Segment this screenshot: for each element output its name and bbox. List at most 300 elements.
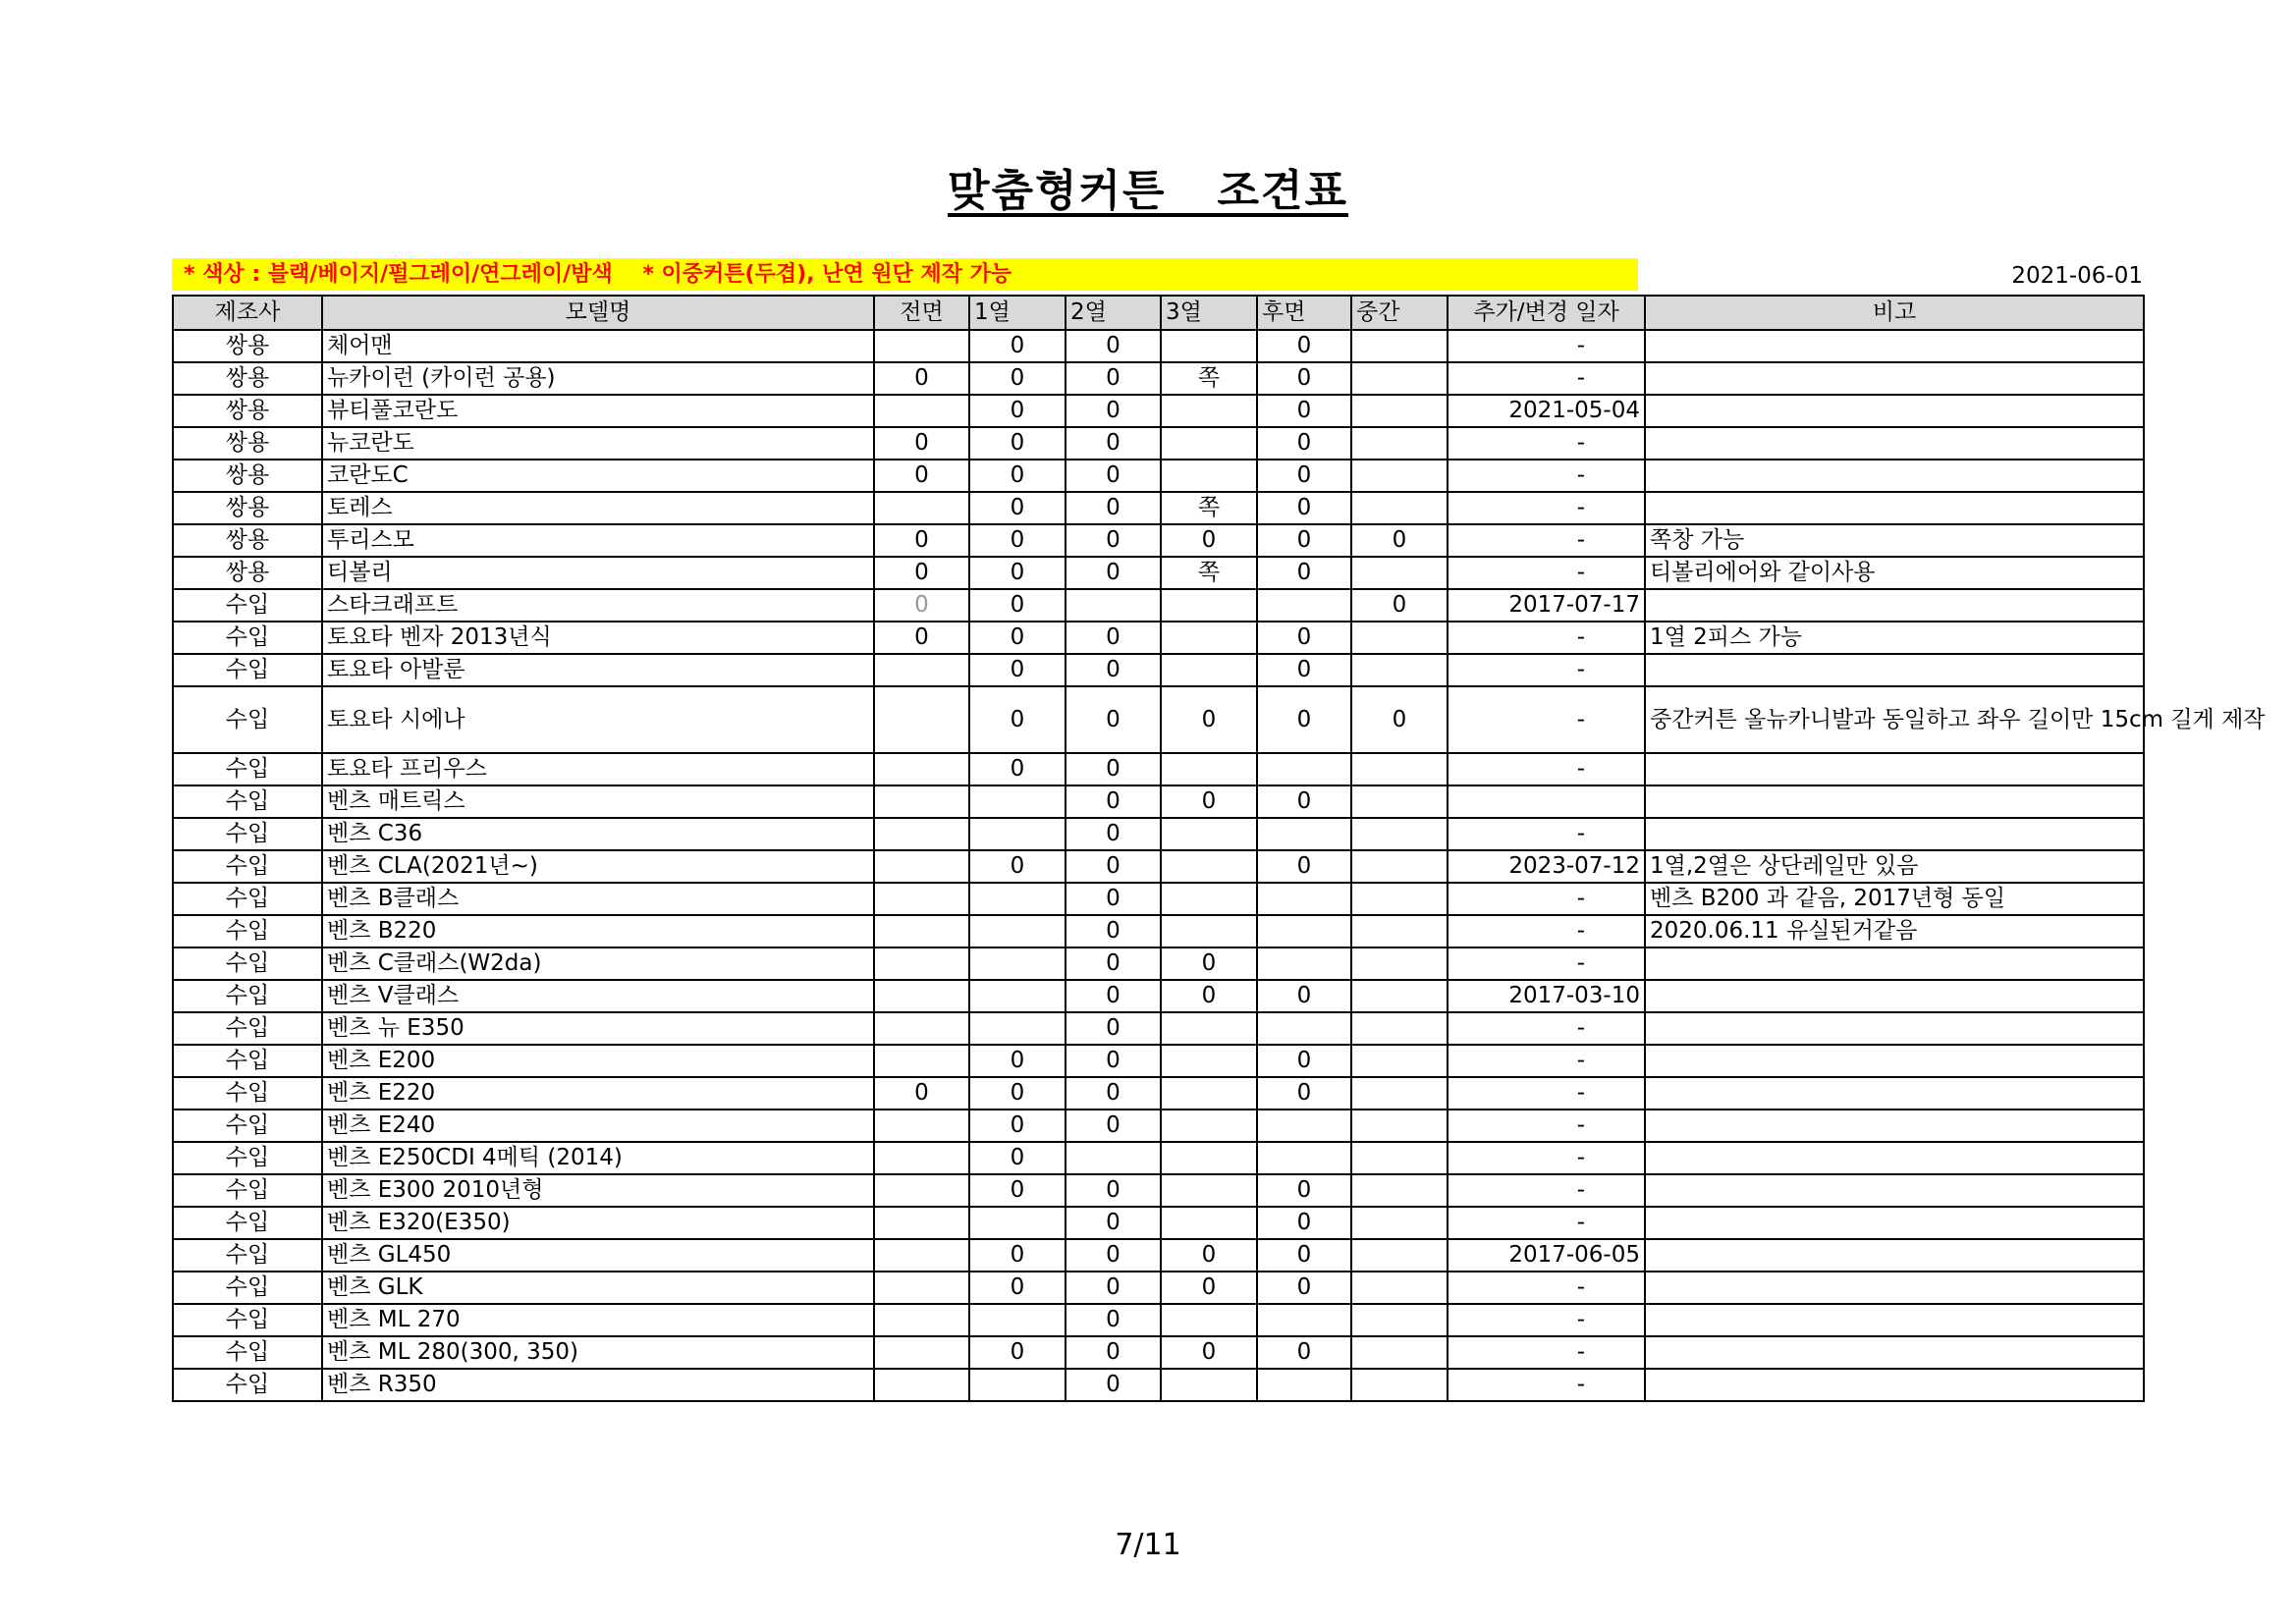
column-header-row3: 3열 (1161, 296, 1257, 330)
cell-rear (1257, 753, 1351, 785)
cell-note (1645, 818, 2144, 850)
cell-row1: 0 (969, 330, 1066, 362)
cell-note (1645, 980, 2144, 1012)
cell-row2: 0 (1066, 1012, 1161, 1045)
cell-maker: 쌍용 (173, 362, 322, 395)
cell-middle (1351, 1142, 1448, 1174)
table-row (173, 1336, 2144, 1369)
cell-middle (1351, 1304, 1448, 1336)
cell-note (1645, 589, 2144, 622)
cell-row1 (969, 980, 1066, 1012)
cell-model: 코란도C (322, 460, 874, 492)
cell-rear (1257, 818, 1351, 850)
cell-date: - (1448, 557, 1645, 589)
cell-model: 뉴코란도 (322, 427, 874, 460)
cell-model: 벤츠 E320(E350) (322, 1207, 874, 1239)
cell-front (874, 785, 969, 818)
cell-rear: 0 (1257, 980, 1351, 1012)
cell-note (1645, 395, 2144, 427)
cell-rear: 0 (1257, 1207, 1351, 1239)
column-header-row1: 1열 (969, 296, 1066, 330)
cell-maker: 수입 (173, 850, 322, 883)
cell-rear: 0 (1257, 395, 1351, 427)
document-date: 2021-06-01 (2011, 263, 2143, 289)
table-row (173, 753, 2144, 785)
cell-row2: 0 (1066, 330, 1161, 362)
cell-model: 벤츠 ML 270 (322, 1304, 874, 1336)
cell-note (1645, 1207, 2144, 1239)
column-header-maker: 제조사 (173, 296, 322, 330)
table-row (173, 557, 2144, 589)
cell-note: 벤츠 B200 과 같음, 2017년형 동일 (1645, 883, 2144, 915)
column-header-row2: 2열 (1066, 296, 1161, 330)
cell-rear: 0 (1257, 427, 1351, 460)
cell-note (1645, 1304, 2144, 1336)
cell-middle (1351, 947, 1448, 980)
cell-rear: 0 (1257, 850, 1351, 883)
column-header-rear: 후면 (1257, 296, 1351, 330)
cell-row1: 0 (969, 850, 1066, 883)
cell-row3 (1161, 1110, 1257, 1142)
cell-note (1645, 1174, 2144, 1207)
cell-front (874, 1304, 969, 1336)
table-row (173, 980, 2144, 1012)
cell-middle (1351, 557, 1448, 589)
cell-date (1448, 785, 1645, 818)
cell-row1: 0 (969, 427, 1066, 460)
cell-date: - (1448, 330, 1645, 362)
cell-maker: 수입 (173, 785, 322, 818)
cell-front (874, 915, 969, 947)
cell-date: 2017-03-10 (1448, 980, 1645, 1012)
cell-note: 1열,2열은 상단레일만 있음 (1645, 850, 2144, 883)
cell-rear: 0 (1257, 557, 1351, 589)
cell-row1 (969, 1207, 1066, 1239)
cell-middle (1351, 460, 1448, 492)
cell-date: - (1448, 1110, 1645, 1142)
cell-row2 (1066, 1142, 1161, 1174)
table-row (173, 850, 2144, 883)
cell-maker: 수입 (173, 947, 322, 980)
cell-front: 0 (874, 1077, 969, 1110)
column-header-middle: 중간 (1351, 296, 1448, 330)
cell-rear: 0 (1257, 1336, 1351, 1369)
cell-rear: 0 (1257, 1239, 1351, 1272)
cell-rear (1257, 1369, 1351, 1401)
cell-row2: 0 (1066, 1336, 1161, 1369)
cell-model: 벤츠 E200 (322, 1045, 874, 1077)
cell-row1: 0 (969, 1142, 1066, 1174)
cell-date: - (1448, 524, 1645, 557)
cell-row2: 0 (1066, 883, 1161, 915)
cell-row1: 0 (969, 622, 1066, 654)
cell-row3 (1161, 1174, 1257, 1207)
cell-model: 벤츠 C클래스(W2da) (322, 947, 874, 980)
cell-model: 스타크래프트 (322, 589, 874, 622)
cell-note (1645, 427, 2144, 460)
cell-maker: 수입 (173, 1207, 322, 1239)
table-row (173, 785, 2144, 818)
cell-rear: 0 (1257, 654, 1351, 686)
cell-row2: 0 (1066, 1045, 1161, 1077)
cell-rear (1257, 947, 1351, 980)
cell-row2: 0 (1066, 1207, 1161, 1239)
cell-row3: 0 (1161, 1336, 1257, 1369)
cell-rear: 0 (1257, 330, 1351, 362)
cell-maker: 수입 (173, 883, 322, 915)
cell-note: 1열 2피스 가능 (1645, 622, 2144, 654)
cell-front (874, 686, 969, 753)
cell-maker: 수입 (173, 1174, 322, 1207)
cell-middle (1351, 654, 1448, 686)
table-body (173, 330, 2266, 1401)
cell-model: 토레스 (322, 492, 874, 524)
cell-middle: 0 (1351, 524, 1448, 557)
cell-rear: 0 (1257, 622, 1351, 654)
cell-note: 중간커튼 올뉴카니발과 동일하고 좌우 길이만 15cm 길게 제작 (1645, 686, 2144, 753)
cell-row1: 0 (969, 654, 1066, 686)
cell-middle: 0 (1351, 589, 1448, 622)
cell-row3 (1161, 883, 1257, 915)
cell-note (1645, 460, 2144, 492)
cell-row2: 0 (1066, 654, 1161, 686)
cell-note (1645, 947, 2144, 980)
cell-front (874, 1369, 969, 1401)
cell-row2: 0 (1066, 362, 1161, 395)
cell-row3 (1161, 753, 1257, 785)
table-row (173, 915, 2144, 947)
table-row (173, 1272, 2144, 1304)
cell-row3: 쪽 (1161, 557, 1257, 589)
cell-note (1645, 330, 2144, 362)
cell-middle (1351, 1336, 1448, 1369)
cell-row3: 0 (1161, 1272, 1257, 1304)
cell-row3: 0 (1161, 686, 1257, 753)
cell-row2: 0 (1066, 753, 1161, 785)
cell-middle (1351, 1239, 1448, 1272)
cell-date: 2021-05-04 (1448, 395, 1645, 427)
cell-date: - (1448, 1304, 1645, 1336)
cell-middle: 0 (1351, 686, 1448, 753)
cell-front (874, 1239, 969, 1272)
cell-row1: 0 (969, 1045, 1066, 1077)
cell-row3 (1161, 850, 1257, 883)
cell-row1: 0 (969, 1174, 1066, 1207)
cell-row1: 0 (969, 1336, 1066, 1369)
cell-row3 (1161, 818, 1257, 850)
cell-row1 (969, 883, 1066, 915)
cell-maker: 수입 (173, 654, 322, 686)
cell-middle (1351, 492, 1448, 524)
cell-model: 뉴카이런 (카이런 공용) (322, 362, 874, 395)
cell-maker: 수입 (173, 622, 322, 654)
cell-note (1645, 1077, 2144, 1110)
table-row (173, 622, 2144, 654)
cell-front (874, 1272, 969, 1304)
cell-model: 벤츠 ML 280(300, 350) (322, 1336, 874, 1369)
cell-model: 티볼리 (322, 557, 874, 589)
cell-note (1645, 1336, 2144, 1369)
cell-maker: 수입 (173, 1142, 322, 1174)
table-row (173, 883, 2144, 915)
cell-front: 0 (874, 557, 969, 589)
cell-maker: 수입 (173, 1110, 322, 1142)
cell-row2: 0 (1066, 915, 1161, 947)
cell-note (1645, 654, 2144, 686)
cell-model: 벤츠 E240 (322, 1110, 874, 1142)
cell-front (874, 1207, 969, 1239)
cell-rear (1257, 883, 1351, 915)
cell-date: - (1448, 1045, 1645, 1077)
cell-middle (1351, 915, 1448, 947)
cell-model: 벤츠 E300 2010년형 (322, 1174, 874, 1207)
cell-middle (1351, 362, 1448, 395)
cell-middle (1351, 818, 1448, 850)
cell-row2: 0 (1066, 1077, 1161, 1110)
cell-model: 벤츠 GL450 (322, 1239, 874, 1272)
cell-date: - (1448, 818, 1645, 850)
cell-rear: 0 (1257, 1077, 1351, 1110)
cell-date: 2017-06-05 (1448, 1239, 1645, 1272)
page-number: 7/11 (1115, 1528, 1181, 1562)
cell-note (1645, 362, 2144, 395)
cell-row3 (1161, 330, 1257, 362)
cell-front (874, 850, 969, 883)
cell-model: 벤츠 GLK (322, 1272, 874, 1304)
cell-row3 (1161, 427, 1257, 460)
cell-row2: 0 (1066, 395, 1161, 427)
cell-model: 체어맨 (322, 330, 874, 362)
cell-maker: 수입 (173, 753, 322, 785)
cell-note (1645, 1110, 2144, 1142)
cell-date: - (1448, 427, 1645, 460)
cell-middle (1351, 1012, 1448, 1045)
cell-row2: 0 (1066, 850, 1161, 883)
cell-row2: 0 (1066, 557, 1161, 589)
cell-date: - (1448, 362, 1645, 395)
cell-row2: 0 (1066, 622, 1161, 654)
cell-date: - (1448, 492, 1645, 524)
cell-row3 (1161, 915, 1257, 947)
cell-row3 (1161, 1369, 1257, 1401)
cell-front: 0 (874, 622, 969, 654)
cell-middle (1351, 1272, 1448, 1304)
cell-model: 토요타 벤자 2013년식 (322, 622, 874, 654)
table-header-row (173, 296, 2144, 330)
cell-row1 (969, 1012, 1066, 1045)
cell-middle (1351, 1077, 1448, 1110)
cell-row3: 0 (1161, 947, 1257, 980)
cell-rear (1257, 1142, 1351, 1174)
cell-date: 2017-07-17 (1448, 589, 1645, 622)
cell-row2: 0 (1066, 427, 1161, 460)
cell-front (874, 654, 969, 686)
cell-maker: 쌍용 (173, 557, 322, 589)
cell-model: 벤츠 R350 (322, 1369, 874, 1401)
cell-middle (1351, 1174, 1448, 1207)
cell-row1 (969, 818, 1066, 850)
cell-date: - (1448, 883, 1645, 915)
cell-row3 (1161, 1142, 1257, 1174)
cell-rear: 0 (1257, 1174, 1351, 1207)
table-row (173, 1174, 2144, 1207)
cell-row1: 0 (969, 686, 1066, 753)
cell-middle (1351, 883, 1448, 915)
table-row (173, 395, 2144, 427)
cell-middle (1351, 427, 1448, 460)
cell-middle (1351, 980, 1448, 1012)
cell-row2: 0 (1066, 1272, 1161, 1304)
cell-front: 0 (874, 524, 969, 557)
cell-note (1645, 785, 2144, 818)
cell-middle (1351, 785, 1448, 818)
cell-date: - (1448, 753, 1645, 785)
cell-date: - (1448, 1174, 1645, 1207)
cell-date: - (1448, 915, 1645, 947)
cell-row1: 0 (969, 395, 1066, 427)
cell-model: 토요타 아발룬 (322, 654, 874, 686)
table-row (173, 947, 2144, 980)
cell-model: 벤츠 뉴 E350 (322, 1012, 874, 1045)
cell-maker: 수입 (173, 915, 322, 947)
cell-maker: 수입 (173, 1369, 322, 1401)
column-header-note: 비고 (1645, 296, 2144, 330)
cell-date: - (1448, 654, 1645, 686)
cell-middle (1351, 850, 1448, 883)
cell-note (1645, 1142, 2144, 1174)
cell-row2: 0 (1066, 818, 1161, 850)
cell-date: - (1448, 1336, 1645, 1369)
cell-middle (1351, 1369, 1448, 1401)
cell-front (874, 818, 969, 850)
cell-rear: 0 (1257, 1272, 1351, 1304)
cell-rear (1257, 1110, 1351, 1142)
page-title: 맞춤형커튼 조견표 (948, 166, 1348, 216)
cell-row3: 쪽 (1161, 362, 1257, 395)
cell-maker: 쌍용 (173, 395, 322, 427)
cell-row2: 0 (1066, 492, 1161, 524)
cell-maker: 수입 (173, 686, 322, 753)
cell-model: 토요타 시에나 (322, 686, 874, 753)
cell-maker: 수입 (173, 980, 322, 1012)
cell-note: 2020.06.11 유실된거같음 (1645, 915, 2144, 947)
table-row (173, 1142, 2144, 1174)
color-notice-banner: * 색상 : 블랙/베이지/펄그레이/연그레이/밤색 * 이중커튼(두겹), 난연 원단 제작 가능 (172, 258, 1638, 291)
table-row (173, 492, 2144, 524)
cell-model: 벤츠 CLA(2021년~) (322, 850, 874, 883)
cell-row1 (969, 1304, 1066, 1336)
cell-maker: 쌍용 (173, 330, 322, 362)
cell-row1: 0 (969, 1272, 1066, 1304)
cell-row2 (1066, 589, 1161, 622)
cell-front (874, 1336, 969, 1369)
table-row (173, 1045, 2144, 1077)
cell-rear: 0 (1257, 362, 1351, 395)
cell-date: - (1448, 947, 1645, 980)
cell-row3 (1161, 1045, 1257, 1077)
cell-maker: 쌍용 (173, 460, 322, 492)
cell-middle (1351, 1110, 1448, 1142)
table-row (173, 460, 2144, 492)
cell-front (874, 883, 969, 915)
cell-front (874, 330, 969, 362)
cell-model: 벤츠 매트릭스 (322, 785, 874, 818)
cell-rear (1257, 1304, 1351, 1336)
cell-front (874, 1012, 969, 1045)
cell-date: - (1448, 1012, 1645, 1045)
cell-maker: 수입 (173, 1045, 322, 1077)
cell-row2: 0 (1066, 524, 1161, 557)
cell-front (874, 1174, 969, 1207)
cell-date: - (1448, 1077, 1645, 1110)
cell-date: 2023-07-12 (1448, 850, 1645, 883)
table-row (173, 1369, 2144, 1401)
cell-front (874, 980, 969, 1012)
cell-row3 (1161, 1207, 1257, 1239)
cell-row1: 0 (969, 492, 1066, 524)
cell-row1: 0 (969, 524, 1066, 557)
cell-note (1645, 492, 2144, 524)
table-row (173, 686, 2144, 753)
cell-row3 (1161, 654, 1257, 686)
cell-rear (1257, 915, 1351, 947)
cell-note (1645, 1045, 2144, 1077)
table-row (173, 589, 2144, 622)
cell-row1: 0 (969, 1110, 1066, 1142)
column-header-date: 추가/변경 일자 (1448, 296, 1645, 330)
cell-middle (1351, 330, 1448, 362)
cell-date: - (1448, 622, 1645, 654)
cell-front (874, 1142, 969, 1174)
cell-rear: 0 (1257, 785, 1351, 818)
cell-front: 0 (874, 460, 969, 492)
cell-note (1645, 1272, 2144, 1304)
cell-front (874, 1045, 969, 1077)
cell-model: 토요타 프리우스 (322, 753, 874, 785)
cell-row1 (969, 785, 1066, 818)
cell-row3: 0 (1161, 980, 1257, 1012)
cell-maker: 수입 (173, 1272, 322, 1304)
cell-maker: 쌍용 (173, 524, 322, 557)
cell-rear (1257, 1012, 1351, 1045)
table-row (173, 427, 2144, 460)
cell-row3 (1161, 395, 1257, 427)
cell-front (874, 1110, 969, 1142)
cell-rear: 0 (1257, 492, 1351, 524)
cell-date: - (1448, 460, 1645, 492)
cell-model: 벤츠 C36 (322, 818, 874, 850)
cell-rear: 0 (1257, 686, 1351, 753)
cell-row3: 0 (1161, 785, 1257, 818)
cell-model: 벤츠 B220 (322, 915, 874, 947)
cell-row2: 0 (1066, 460, 1161, 492)
cell-note: 티볼리에어와 같이사용 (1645, 557, 2144, 589)
cell-rear: 0 (1257, 460, 1351, 492)
cell-row3: 0 (1161, 1239, 1257, 1272)
cell-row1: 0 (969, 1239, 1066, 1272)
cell-middle (1351, 1207, 1448, 1239)
table-row (173, 654, 2144, 686)
cell-front: 0 (874, 427, 969, 460)
cell-row1 (969, 947, 1066, 980)
cell-front: 0 (874, 362, 969, 395)
cell-date: - (1448, 1369, 1645, 1401)
cell-maker: 수입 (173, 1012, 322, 1045)
curtain-spec-table (172, 295, 2266, 1402)
cell-date: - (1448, 1272, 1645, 1304)
cell-maker: 수입 (173, 1077, 322, 1110)
cell-row1: 0 (969, 362, 1066, 395)
